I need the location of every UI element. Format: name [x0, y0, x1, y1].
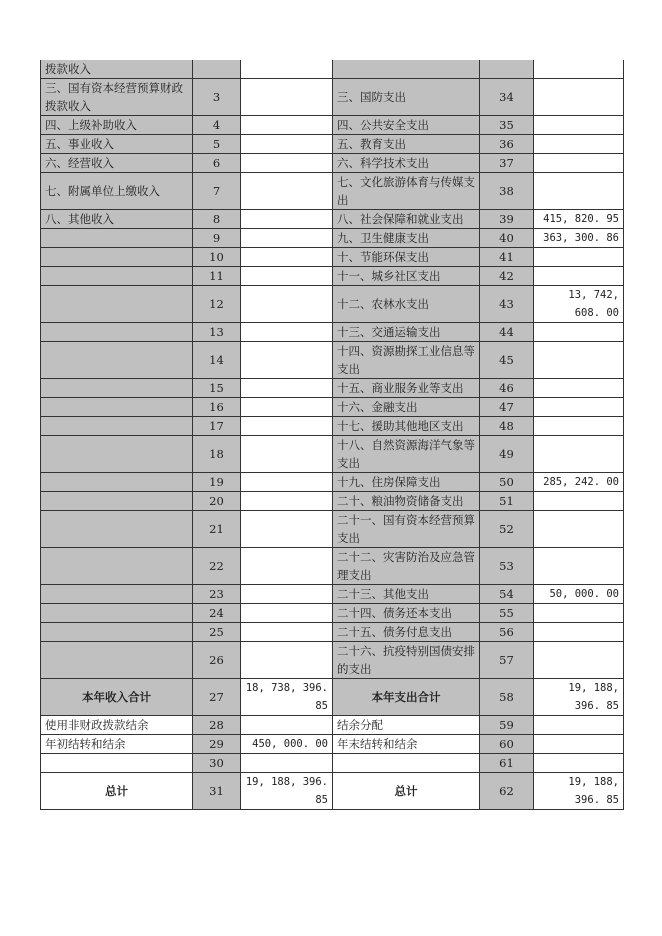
income-amount-cell	[241, 585, 333, 604]
table-row	[41, 623, 624, 642]
income-amount-cell	[241, 436, 333, 473]
income-amount-cell	[241, 286, 333, 323]
expense-amount-cell	[534, 116, 624, 135]
income-line-number: 18	[193, 436, 241, 473]
table-row	[41, 417, 624, 436]
income-amount-cell	[241, 267, 333, 286]
expense-line-number: 60	[480, 735, 534, 754]
income-amount-cell	[241, 173, 333, 210]
table-row	[41, 511, 624, 548]
expense-amount-cell: 13, 742, 608. 00	[534, 286, 624, 323]
income-amount-cell	[241, 754, 333, 773]
income-line-number: 4	[193, 116, 241, 135]
income-line-number: 11	[193, 267, 241, 286]
expense-line-number: 54	[480, 585, 534, 604]
income-item-cell: 使用非财政拨款结余	[41, 716, 193, 735]
expense-item-cell: 五、教育支出	[333, 135, 480, 154]
expense-line-number: 38	[480, 173, 534, 210]
expense-item-cell: 二十二、灾害防治及应急管理支出	[333, 548, 480, 585]
expense-amount-cell: 285, 242. 00	[534, 473, 624, 492]
income-item-cell	[41, 604, 193, 623]
income-amount-cell	[241, 398, 333, 417]
income-item-cell	[41, 248, 193, 267]
income-line-number: 27	[193, 679, 241, 716]
table-row	[41, 716, 624, 735]
expense-item-cell: 二十四、债务还本支出	[333, 604, 480, 623]
expense-item-cell: 十一、城乡社区支出	[333, 267, 480, 286]
income-amount-cell	[241, 417, 333, 436]
expense-line-number: 43	[480, 286, 534, 323]
expense-item-cell: 三、国防支出	[333, 79, 480, 116]
income-item-cell: 总计	[41, 773, 193, 810]
income-item-cell	[41, 623, 193, 642]
expense-item-cell: 十四、资源勘探工业信息等支出	[333, 342, 480, 379]
expense-item-cell: 十七、援助其他地区支出	[333, 417, 480, 436]
income-amount-cell	[241, 116, 333, 135]
income-amount-cell	[241, 716, 333, 735]
income-line-number: 14	[193, 342, 241, 379]
expense-item-cell: 总计	[333, 773, 480, 810]
income-item-cell: 拨款收入	[41, 60, 193, 79]
table-row	[41, 754, 624, 773]
expense-item-cell: 十五、商业服务业等支出	[333, 379, 480, 398]
income-amount-cell	[241, 548, 333, 585]
income-amount-cell	[241, 229, 333, 248]
table-row	[41, 436, 624, 473]
expense-line-number: 40	[480, 229, 534, 248]
income-item-cell	[41, 642, 193, 679]
expense-line-number: 53	[480, 548, 534, 585]
income-amount-cell: 19, 188, 396. 85	[241, 773, 333, 810]
table-row	[41, 154, 624, 173]
income-item-cell	[41, 473, 193, 492]
expense-amount-cell	[534, 60, 624, 79]
income-item-cell	[41, 417, 193, 436]
income-line-number: 20	[193, 492, 241, 511]
expense-line-number: 36	[480, 135, 534, 154]
expense-item-cell: 二十六、抗疫特别国债安排的支出	[333, 642, 480, 679]
income-line-number: 3	[193, 79, 241, 116]
expense-item-cell: 本年支出合计	[333, 679, 480, 716]
expense-item-cell: 年末结转和结余	[333, 735, 480, 754]
expense-amount-cell	[534, 379, 624, 398]
expense-item-cell: 二十三、其他支出	[333, 585, 480, 604]
table-row	[41, 492, 624, 511]
income-amount-cell	[241, 623, 333, 642]
expense-amount-cell: 19, 188, 396. 85	[534, 679, 624, 716]
table-row	[41, 379, 624, 398]
expense-item-cell: 九、卫生健康支出	[333, 229, 480, 248]
income-amount-cell	[241, 79, 333, 116]
expense-amount-cell	[534, 417, 624, 436]
expense-line-number: 56	[480, 623, 534, 642]
income-line-number: 28	[193, 716, 241, 735]
income-line-number: 30	[193, 754, 241, 773]
income-line-number: 31	[193, 773, 241, 810]
table-row	[41, 548, 624, 585]
expense-amount-cell	[534, 511, 624, 548]
income-item-cell	[41, 585, 193, 604]
expense-line-number: 34	[480, 79, 534, 116]
expense-line-number	[480, 60, 534, 79]
expense-amount-cell	[534, 735, 624, 754]
expense-amount-cell: 363, 300. 86	[534, 229, 624, 248]
table-row	[41, 60, 624, 79]
expense-item-cell	[333, 754, 480, 773]
expense-line-number: 47	[480, 398, 534, 417]
expense-amount-cell: 19, 188, 396. 85	[534, 773, 624, 810]
income-line-number: 17	[193, 417, 241, 436]
income-item-cell: 六、经营收入	[41, 154, 193, 173]
income-item-cell: 五、事业收入	[41, 135, 193, 154]
expense-amount-cell	[534, 135, 624, 154]
income-amount-cell	[241, 60, 333, 79]
table-row	[41, 735, 624, 754]
income-line-number: 21	[193, 511, 241, 548]
income-item-cell: 七、附属单位上缴收入	[41, 173, 193, 210]
expense-amount-cell	[534, 716, 624, 735]
table-row	[41, 79, 624, 116]
income-line-number: 5	[193, 135, 241, 154]
income-amount-cell	[241, 642, 333, 679]
expense-line-number: 41	[480, 248, 534, 267]
expense-item-cell: 八、社会保障和就业支出	[333, 210, 480, 229]
income-line-number: 12	[193, 286, 241, 323]
income-line-number: 6	[193, 154, 241, 173]
expense-line-number: 50	[480, 473, 534, 492]
table-row	[41, 323, 624, 342]
income-amount-cell	[241, 135, 333, 154]
income-amount-cell	[241, 511, 333, 548]
expense-amount-cell	[534, 623, 624, 642]
expense-item-cell: 二十五、债务付息支出	[333, 623, 480, 642]
income-item-cell	[41, 398, 193, 417]
table-row	[41, 210, 624, 229]
expense-amount-cell: 50, 000. 00	[534, 585, 624, 604]
income-amount-cell	[241, 154, 333, 173]
income-line-number: 23	[193, 585, 241, 604]
table-row	[41, 135, 624, 154]
expense-line-number: 52	[480, 511, 534, 548]
income-item-cell	[41, 511, 193, 548]
expense-amount-cell	[534, 248, 624, 267]
income-line-number: 8	[193, 210, 241, 229]
expense-amount-cell	[534, 492, 624, 511]
expense-line-number: 55	[480, 604, 534, 623]
expense-line-number: 45	[480, 342, 534, 379]
expense-item-cell: 十九、住房保障支出	[333, 473, 480, 492]
expense-amount-cell	[534, 604, 624, 623]
income-item-cell	[41, 229, 193, 248]
income-item-cell	[41, 548, 193, 585]
expense-item-cell: 十二、农林水支出	[333, 286, 480, 323]
table-row	[41, 267, 624, 286]
income-item-cell: 三、国有资本经营预算财政拨款收入	[41, 79, 193, 116]
table-row	[41, 473, 624, 492]
income-item-cell	[41, 323, 193, 342]
expense-amount-cell	[534, 342, 624, 379]
table-row	[41, 604, 624, 623]
expense-line-number: 62	[480, 773, 534, 810]
table-row	[41, 679, 624, 716]
table-row	[41, 248, 624, 267]
table-row	[41, 342, 624, 379]
table-row	[41, 398, 624, 417]
expense-line-number: 58	[480, 679, 534, 716]
budget-table	[40, 60, 624, 810]
table-row	[41, 116, 624, 135]
expense-amount-cell	[534, 754, 624, 773]
income-item-cell: 四、上级补助收入	[41, 116, 193, 135]
income-line-number: 9	[193, 229, 241, 248]
expense-amount-cell	[534, 642, 624, 679]
income-line-number: 15	[193, 379, 241, 398]
table-row	[41, 229, 624, 248]
expense-amount-cell	[534, 398, 624, 417]
expense-line-number: 57	[480, 642, 534, 679]
expense-line-number: 61	[480, 754, 534, 773]
income-line-number: 16	[193, 398, 241, 417]
income-line-number: 24	[193, 604, 241, 623]
expense-line-number: 39	[480, 210, 534, 229]
expense-item-cell: 二十一、国有资本经营预算支出	[333, 511, 480, 548]
income-line-number: 29	[193, 735, 241, 754]
income-amount-cell	[241, 379, 333, 398]
expense-line-number: 44	[480, 323, 534, 342]
expense-amount-cell	[534, 548, 624, 585]
expense-item-cell: 二十、粮油物资储备支出	[333, 492, 480, 511]
income-item-cell	[41, 342, 193, 379]
income-amount-cell	[241, 210, 333, 229]
income-amount-cell	[241, 473, 333, 492]
income-line-number: 7	[193, 173, 241, 210]
table-row	[41, 286, 624, 323]
income-amount-cell	[241, 492, 333, 511]
income-amount-cell	[241, 342, 333, 379]
expense-line-number: 35	[480, 116, 534, 135]
income-amount-cell: 450, 000. 00	[241, 735, 333, 754]
table-row	[41, 585, 624, 604]
expense-item-cell: 十六、金融支出	[333, 398, 480, 417]
expense-amount-cell	[534, 79, 624, 116]
expense-item-cell: 结余分配	[333, 716, 480, 735]
income-item-cell: 八、其他收入	[41, 210, 193, 229]
income-item-cell: 本年收入合计	[41, 679, 193, 716]
income-line-number: 26	[193, 642, 241, 679]
expense-amount-cell	[534, 154, 624, 173]
income-item-cell	[41, 286, 193, 323]
income-line-number: 25	[193, 623, 241, 642]
expense-amount-cell: 415, 820. 95	[534, 210, 624, 229]
expense-amount-cell	[534, 323, 624, 342]
expense-item-cell	[333, 60, 480, 79]
income-amount-cell: 18, 738, 396. 85	[241, 679, 333, 716]
expense-item-cell: 十、节能环保支出	[333, 248, 480, 267]
income-item-cell	[41, 379, 193, 398]
expense-item-cell: 六、科学技术支出	[333, 154, 480, 173]
expense-item-cell: 四、公共安全支出	[333, 116, 480, 135]
expense-line-number: 51	[480, 492, 534, 511]
table-row	[41, 773, 624, 810]
table-row	[41, 642, 624, 679]
expense-amount-cell	[534, 436, 624, 473]
income-line-number: 13	[193, 323, 241, 342]
expense-line-number: 37	[480, 154, 534, 173]
income-item-cell	[41, 492, 193, 511]
income-item-cell	[41, 754, 193, 773]
expense-line-number: 49	[480, 436, 534, 473]
income-line-number: 22	[193, 548, 241, 585]
income-amount-cell	[241, 323, 333, 342]
income-item-cell	[41, 436, 193, 473]
income-line-number: 10	[193, 248, 241, 267]
expense-line-number: 59	[480, 716, 534, 735]
expense-amount-cell	[534, 173, 624, 210]
income-amount-cell	[241, 248, 333, 267]
expense-item-cell: 七、文化旅游体育与传媒支出	[333, 173, 480, 210]
income-line-number	[193, 60, 241, 79]
expense-line-number: 48	[480, 417, 534, 436]
income-item-cell: 年初结转和结余	[41, 735, 193, 754]
income-amount-cell	[241, 604, 333, 623]
expense-item-cell: 十三、交通运输支出	[333, 323, 480, 342]
income-line-number: 19	[193, 473, 241, 492]
expense-item-cell: 十八、自然资源海洋气象等支出	[333, 436, 480, 473]
income-item-cell	[41, 267, 193, 286]
expense-line-number: 42	[480, 267, 534, 286]
expense-line-number: 46	[480, 379, 534, 398]
table-row	[41, 173, 624, 210]
expense-amount-cell	[534, 267, 624, 286]
